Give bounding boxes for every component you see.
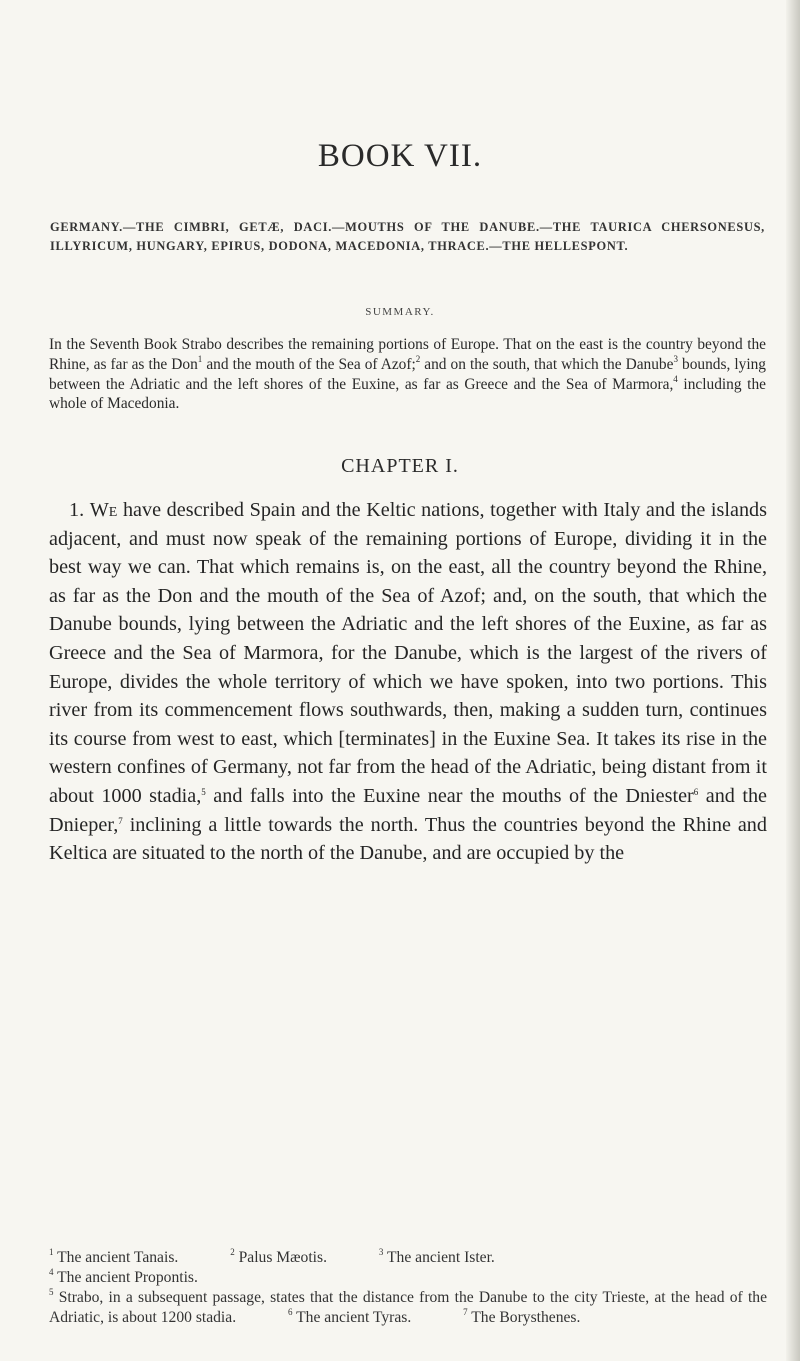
summary-text-4: bounds, lying between the Adriatic and the left shores of the Euxine, as far as Greece and the Sea of Marmora, xyxy=(49,355,766,393)
summary-text-1: In the Seventh Book Strabo describes the remaining portions of Europe. That on the east is the country beyond the Rhine, as far as the Don xyxy=(49,336,766,373)
opening-word: We xyxy=(89,499,118,521)
paragraph-number: 1. xyxy=(69,499,90,521)
body-text-4: inclining a little towards the north. Thus the countries beyond the Rhine and Keltica are situated to the north of the Danube, and are occupied by the xyxy=(49,813,767,865)
footnotes xyxy=(49,1248,767,1328)
footnote-line-4 xyxy=(49,1268,767,1288)
summary-paragraph xyxy=(49,335,766,414)
body-text-3: and the Dnieper, xyxy=(49,784,768,836)
book-contents: GERMANY.—THE CIMBRI, GETÆ, DACI.—MOUTHS OF THE DANUBE.—THE TAURICA CHERSONESUS, ILLYRICUM, HUNGARY, EPIRUS, DODONA, MACEDONIA, THRACE.—THE HELLESPONT. xyxy=(50,220,765,253)
footnote-ref-4[interactable]: 4 xyxy=(673,373,678,384)
footnote-number-7: 7 xyxy=(463,1307,468,1317)
footnote-number-3: 3 xyxy=(378,1247,384,1257)
footnote-text-6: The ancient Tyras. xyxy=(296,1309,412,1326)
footnote-text-1: The ancient Tanais. xyxy=(57,1249,179,1266)
footnote-text-5: Strabo, in a subsequent passage, states that the distance from the Danube to the city Trieste, at the head of the Adriatic, is about 1200 stadia. xyxy=(49,1289,767,1326)
footnote-text-7: The Borysthenes. xyxy=(471,1309,581,1326)
summary-text-3: and on the south, that which the Danube xyxy=(420,355,674,373)
body-text-2: and falls into the Euxine near the mouths of the Dniester xyxy=(205,784,694,807)
footnote-number-4: 4 xyxy=(49,1267,54,1277)
footnote-ref-5[interactable]: 5 xyxy=(201,786,206,797)
summary-text-2: and the mouth of the Sea of Azof; xyxy=(202,355,416,373)
footnote-ref-6[interactable]: 6 xyxy=(693,786,699,797)
book-title: BOOK VII. xyxy=(317,138,483,174)
footnote-number-2: 2 xyxy=(230,1247,235,1257)
body-text-1: have described Spain and the Keltic nations, together with Italy and the islands adjacent, and must now speak of the remaining portions of Europe, dividing it in the best way we can. That which remains is, on the east, all the country beyond the Rhine, as far as the Don and the mouth of the Sea of Azof; and, on the south, that which the Danube bounds, lying between the Adriatic and the left shores of the Euxine, as far as Greece and the Sea of Marmora, for the Danube, which is the largest of the rivers of Europe, divides the whole territory of which we have spoken, into two portions. This river from its commencement flows southwards, then, making a sudden turn, continues its course from west to east, which [terminates] in the Euxine Sea. It takes its rise in the western confines of Germany, not far from the head of the Adriatic, being distant from it about 1000 stadia, xyxy=(49,499,768,807)
page-edge xyxy=(786,0,800,1361)
footnote-number-6: 6 xyxy=(288,1307,293,1317)
footnote-number-5: 5 xyxy=(49,1287,54,1297)
footnote-ref-1[interactable]: 1 xyxy=(197,353,203,364)
footnote-ref-2[interactable]: 2 xyxy=(415,353,421,364)
chapter-title: CHAPTER I. xyxy=(341,455,459,477)
body-paragraph xyxy=(49,496,767,868)
footnote-text-2: Palus Mæotis. xyxy=(238,1249,327,1266)
footnote-ref-3[interactable]: 3 xyxy=(673,353,678,364)
summary-label: SUMMARY. xyxy=(365,306,435,318)
summary-text-5: including the whole of Macedonia. xyxy=(49,375,766,413)
footnote-line-5 xyxy=(49,1288,767,1328)
footnote-ref-7[interactable]: 7 xyxy=(118,815,123,826)
footnote-number-1: 1 xyxy=(49,1247,54,1257)
footnote-text-3: The ancient Ister. xyxy=(387,1249,495,1266)
footnote-line-1 xyxy=(49,1248,767,1268)
footnote-text-4: The ancient Propontis. xyxy=(57,1269,198,1286)
